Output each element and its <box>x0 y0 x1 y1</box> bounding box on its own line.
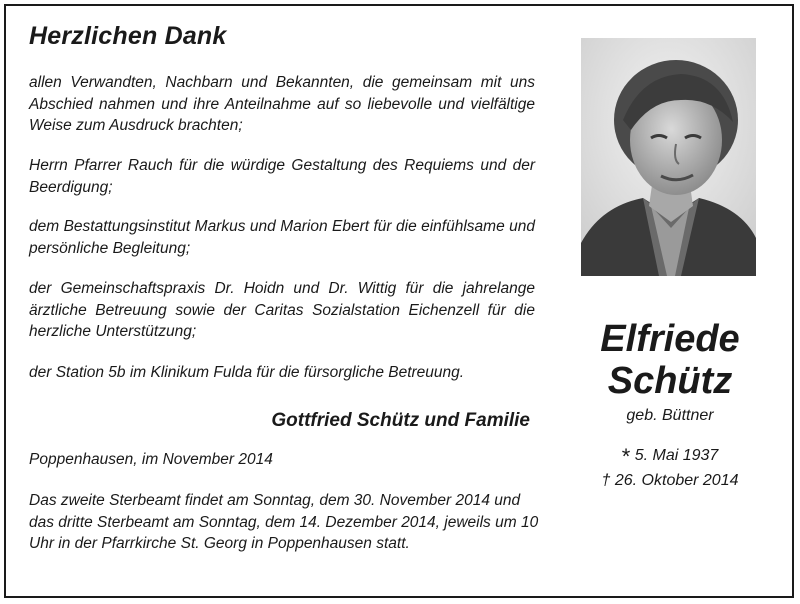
thanks-paragraph-doctors: der Gemeinschaftspraxis Dr. Hoidn und Dr. Wittig für die jahrelange ärztliche Betreuung sowie der Caritas Sozialstation Eichenzell für die herzliche Unterstützung; <box>29 280 535 340</box>
last-name: Schütz <box>607 360 733 402</box>
birth-date: 5. Mai 1937 <box>634 447 719 464</box>
death-cross-icon: † <box>601 472 611 489</box>
thanks-paragraph-relatives: allen Verwandten, Nachbarn und Bekannten, die gemeinsam mit uns Abschied nahmen und ihre Anteilnahme auf so liebevolle und vielfältige Weise zum Ausdruck brachten; <box>29 74 535 134</box>
thanks-paragraph-funeral-home: dem Bestattungsinstitut Markus und Marion Ebert für die einfühlsame und persönliche Begleitung; <box>29 218 535 257</box>
thanks-paragraph-pastor: Herrn Pfarrer Rauch für die würdige Gestaltung des Requiems und der Beerdigung; <box>29 157 535 196</box>
death-date-line <box>580 469 760 493</box>
first-name: Elfriede <box>600 318 740 360</box>
signature: Gottfried Schütz und Familie <box>271 410 530 431</box>
deceased-name <box>580 318 760 402</box>
death-date: 26. Oktober 2014 <box>614 472 739 489</box>
portrait-photo <box>581 38 756 276</box>
heading: Herzlichen Dank <box>29 22 227 50</box>
place-date: Poppenhausen, im November 2014 <box>29 451 273 468</box>
maiden-name: geb. Büttner <box>626 407 714 424</box>
life-dates <box>580 444 760 493</box>
birth-date-line <box>580 444 760 469</box>
portrait-photo-image <box>581 38 756 276</box>
thanks-paragraph-hospital: der Station 5b im Klinikum Fulda für die fürsorgliche Betreuung. <box>29 364 465 381</box>
birth-star-icon: * <box>621 444 631 469</box>
service-note: Das zweite Sterbeamt findet am Sonntag, dem 30. November 2014 und das dritte Sterbeamt am Sonntag, dem 14. Dezember 2014, jeweils um 10 Uhr in der Pfarrkirche St. Georg in Poppenhausen statt. <box>29 492 539 552</box>
